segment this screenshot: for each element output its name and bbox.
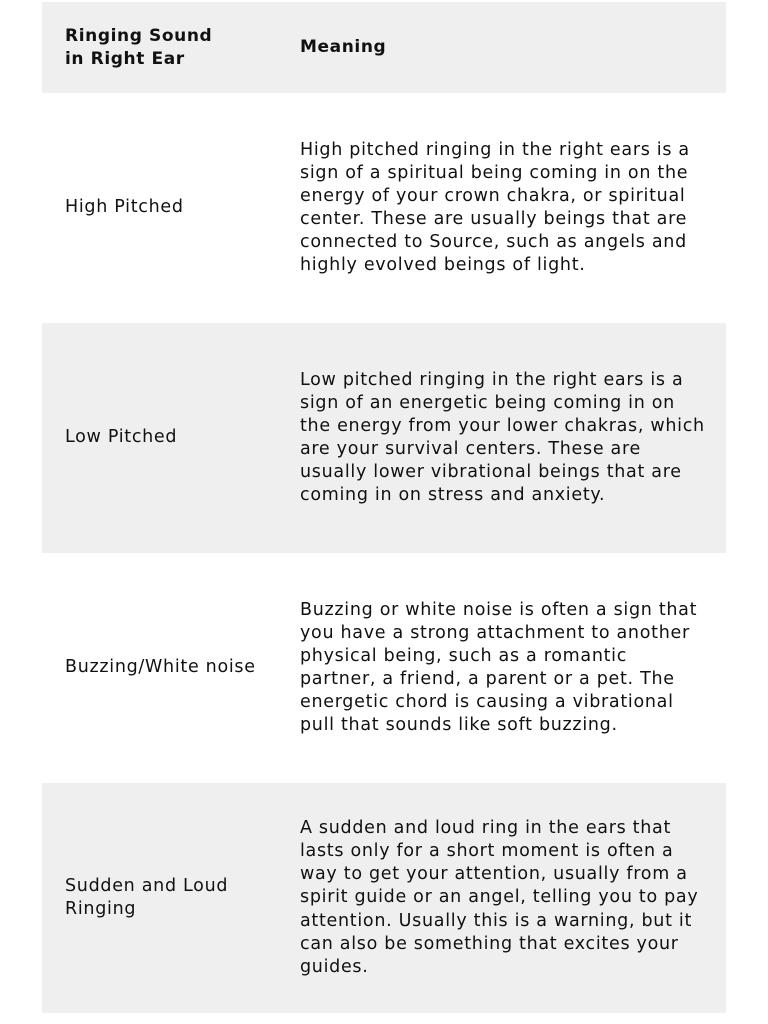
meaning-cell: A sudden and loud ring in the ears that lasts only for a short moment is often a way to get your attention, usually from a spirit guide or an angel, telling you to pay attention. Usually this is a warning, but it can also be something that excites your guides.	[300, 818, 699, 977]
table-row	[42, 93, 726, 323]
sound-cell: Low Pitched	[65, 427, 178, 448]
sound-cell: High Pitched	[65, 197, 184, 218]
table-row	[42, 553, 726, 783]
sound-cell: Sudden and Loud Ringing	[65, 875, 229, 919]
table-header-row	[42, 2, 726, 93]
sound-cell: Buzzing/White noise	[65, 657, 256, 678]
meaning-cell: Buzzing or white noise is often a sign that you have a strong attachment to another physical being, such as a romantic partner, a friend, a parent or a pet. The energetic chord is causing a vibrational pull that sounds like soft buzzing.	[300, 599, 698, 736]
table-row	[42, 783, 726, 1013]
ringing-sounds-table	[42, 2, 726, 1013]
header-cell-meaning	[300, 36, 726, 59]
meaning-cell: High pitched ringing in the right ears is a sign of a spiritual being coming in on the energy of your crown chakra, or spiritual center. These are usually beings that are connected to Source, such as angels and highly evolved beings of light.	[300, 139, 690, 276]
header-meaning-label: Meaning	[300, 37, 387, 57]
table-row	[42, 323, 726, 553]
meaning-cell: Low pitched ringing in the right ears is a sign of an energetic being coming in on the energy from your lower chakras, which are your survival centers. These are usually lower vibrational beings that are coming in on stress and anxiety.	[300, 369, 705, 506]
header-cell-sound	[42, 25, 300, 71]
header-sound-label: Ringing Sound in Right Ear	[65, 25, 213, 69]
